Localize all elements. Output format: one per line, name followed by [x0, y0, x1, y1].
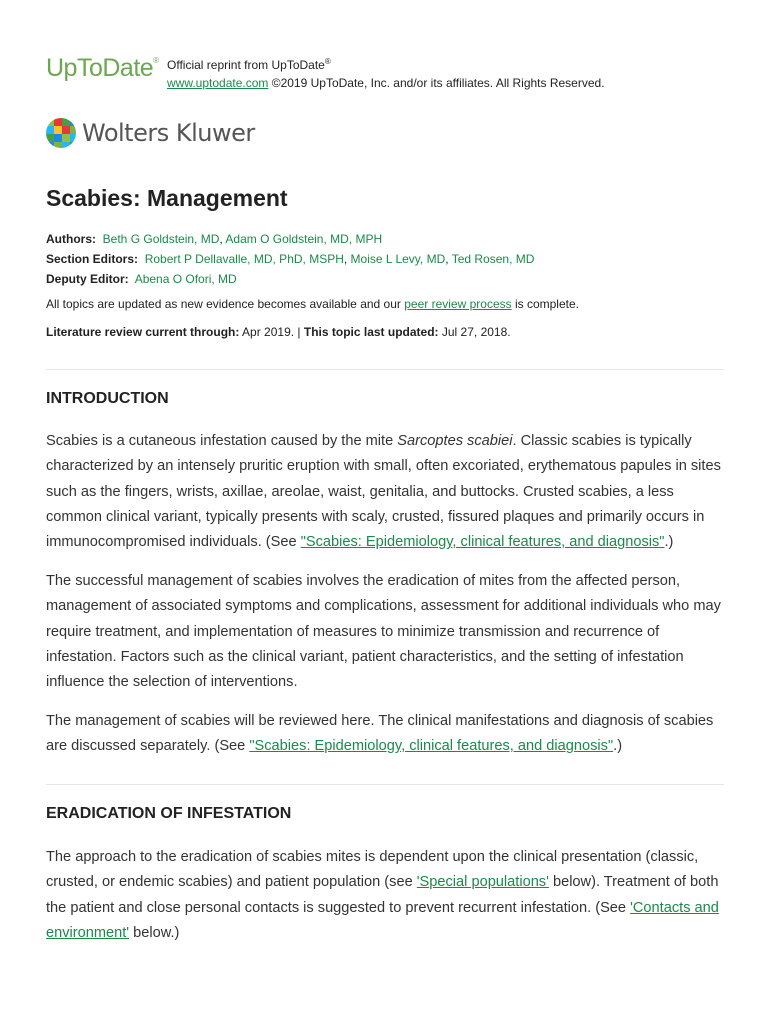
deputy-editor-row: Deputy Editor: Abena O Ofori, MD [46, 272, 237, 286]
section-heading-introduction: INTRODUCTION [46, 390, 169, 407]
copyright-text: ©2019 UpToDate, Inc. and/or its affiliates. All Rights Reserved. [271, 76, 605, 90]
epidemiology-link[interactable]: "Scabies: Epidemiology, clinical features, and diagnosis" [300, 534, 665, 551]
page-title: Scabies: Management [46, 185, 288, 211]
update-notice: All topics are updated as new evidence becomes available and our peer review process is complete. [46, 297, 579, 311]
intro-paragraph-2: The successful management of scabies involves the eradication of mites from the affected person, management of associated symptoms and complications, assessment for additional individuals who may require treatment, and implementation of measures to minimize transmission and recurrence of infestation. Factors such as the clinical variant, patient characteristics, and the setting of infestation influence the selection of interventions. [46, 573, 721, 691]
section-editors-row: Section Editors: Robert P Dellavalle, MD, PhD, MSPH, Moise L Levy, MD, Ted Rosen, MD [46, 252, 535, 266]
author-link[interactable]: Beth G Goldstein, MD [102, 232, 220, 246]
wolters-kluwer-logo [46, 116, 255, 150]
authors-row: Authors: Beth G Goldstein, MD, Adam O Goldstein, MD, MPH [46, 232, 383, 246]
wolters-kluwer-mosaic-icon [46, 118, 76, 148]
section-heading-eradication: ERADICATION OF INFESTATION [46, 805, 292, 822]
uptodate-logo: UpToDate® [46, 54, 159, 82]
contacts-environment-link[interactable]: 'Contacts and environment' [46, 899, 719, 941]
divider [46, 369, 724, 370]
epidemiology-link[interactable]: "Scabies: Epidemiology, clinical features, and diagnosis" [249, 738, 614, 755]
editor-link[interactable]: Ted Rosen, MD [451, 252, 535, 266]
article-credits [46, 229, 736, 289]
review-dates: Literature review current through: Apr 2019. | This topic last updated: Jul 27, 2018. [46, 325, 511, 339]
editor-link[interactable]: Moise L Levy, MD [350, 252, 446, 266]
eradication-paragraph-1: The approach to the eradication of scabies mites is dependent upon the clinical presentation (classic, crusted, or endemic scabies) and patient population (see 'Special populations' below). Treatment of both the patient and close personal contacts is suggested to prevent recurrent infestation. (See 'Contacts and environment' below.) [46, 849, 719, 941]
editor-link[interactable]: Robert P Dellavalle, MD, PhD, MSPH [144, 252, 344, 266]
intro-paragraph-1: Scabies is a cutaneous infestation caused by the mite Sarcoptes scabiei. Classic scabies is typically characterized by an intensely pruritic eruption with small, often excoriated, erythematous papules in sites such as the fingers, wrists, axillae, areolae, waist, genitalia, and buttocks. Crusted scabies, a less common clinical variant, typically presents with scaly, crusted, fissured plaques and primarily occurs in immunocompromised individuals. (See "Scabies: Epidemiology, clinical features, and diagnosis".) [46, 433, 721, 551]
intro-paragraph-3: The management of scabies will be reviewed here. The clinical manifestations and diagnosis of scabies are discussed separately. (See "Scabies: Epidemiology, clinical features, and diagnosis".) [46, 713, 714, 755]
author-link[interactable]: Adam O Goldstein, MD, MPH [225, 232, 383, 246]
reprint-line: Official reprint from UpToDate [167, 58, 325, 72]
special-populations-link[interactable]: 'Special populations' [416, 874, 549, 891]
reprint-notice: Official reprint from UpToDate® www.uptodate.com ©2019 UpToDate, Inc. and/or its affiliates. All Rights Reserved. [167, 57, 605, 90]
peer-review-link[interactable]: peer review process [404, 297, 512, 311]
deputy-editor-link[interactable]: Abena O Ofori, MD [134, 272, 237, 286]
reprint-header [46, 52, 746, 92]
uptodate-site-link[interactable]: www.uptodate.com [167, 76, 269, 90]
publisher-name: Wolters Kluwer [82, 119, 255, 147]
divider [46, 784, 724, 785]
